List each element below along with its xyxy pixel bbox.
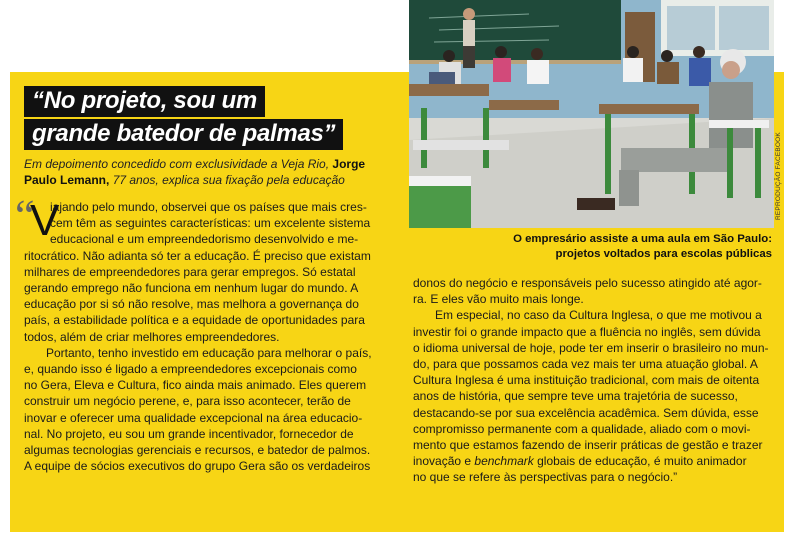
col2-line-9: destacando-se por sua excelência acadêmica. Sem dúvida, esse <box>413 405 759 420</box>
col2-line-12-text-b: globais de educação, é muito animador <box>533 454 747 469</box>
article-column-1 <box>24 196 404 474</box>
col1-line-12: no Gera, Eleva e Cultura, fico ainda mais animado. Eles querem <box>24 378 367 393</box>
col1-line-10: Portanto, tenho investido em educação para melhorar o país, <box>46 345 372 360</box>
col2-line-10: compromisso permanente com a qualidade, aliado com o movi- <box>413 421 751 436</box>
headline-line-1: “No projeto, sou um <box>24 86 265 117</box>
col1-line-16: algumas tecnologias gerenciais e recursos, e batedor de palmos. <box>24 443 371 458</box>
col2-line-12-text-a: inovação e <box>413 454 475 469</box>
col1-line-8: país, a estabilidade política e a equidade de oportunidades para <box>24 313 365 328</box>
col1-line-4: ritocrático. Não adianta só ter a educação. É preciso que existam <box>24 248 371 263</box>
photo-caption-line-2: projetos voltados para escolas públicas <box>555 248 772 260</box>
drop-cap: V <box>30 196 60 245</box>
standfirst-text-2: 77 anos, explica sua fixação pela educação <box>109 173 345 187</box>
col1-line-6: gerando emprego não funciona em nenhum lugar do mundo. A <box>24 281 359 296</box>
col2-line-13: no que se refere às perspectivas para o negócio.” <box>413 470 678 485</box>
classroom-illustration <box>409 0 774 228</box>
col2-line-1: donos do negócio e responsáveis pelo sucesso atingido até agor- <box>413 276 762 290</box>
headline-line-2: grande batedor de palmas” <box>24 119 343 150</box>
col1-line-17: A equipe de sócios executivos do grupo Gera são os verdadeiros <box>24 459 371 474</box>
open-quote-mark: “ <box>15 191 35 240</box>
col2-line-7: Cultura Inglesa é uma instituição tradicional, com mais de oitenta <box>413 373 760 388</box>
headline <box>24 86 343 150</box>
standfirst-text-1: Em depoimento concedido com exclusividade a Veja Rio, <box>24 157 333 171</box>
photo-credit <box>775 132 785 220</box>
col1-line-1: iajando pelo mundo, observei que os países que mais cres- <box>50 200 367 214</box>
col1-line-11: e, quando isso é ligado a empreendedores excepcionais como <box>24 362 357 377</box>
standfirst-name-2: Paulo Lemann, <box>24 173 110 187</box>
col1-line-2: cem têm as seguintes características: um excelente sistema <box>50 216 371 231</box>
standfirst-name-1: Jorge <box>332 157 366 171</box>
col2-line-3: Em especial, no caso da Cultura Inglesa, o que me motivou a <box>435 308 762 323</box>
col2-line-2: ra. E eles vão muito mais longe. <box>413 292 584 307</box>
col1-line-5: milhares de empreendedores para gerar empregos. Só estatal <box>24 264 356 279</box>
photo-caption-line-1: O empresário assiste a uma aula em São Paulo: <box>513 233 772 245</box>
photo-credit-text: REPRODUÇÃO FACEBOOK <box>775 132 782 220</box>
col1-line-14: inovar e oferecer uma qualidade excepcional na área educacio- <box>24 410 363 425</box>
col1-line-9: todos, além de criar melhores empreendedores. <box>24 329 280 344</box>
col2-line-6: do, para que possamos cada vez mais ter uma atuação global. A <box>413 357 758 372</box>
col1-line-15: nal. No projeto, eu sou um grande incentivador, fornecedor de <box>24 426 354 441</box>
col2-line-5: o idioma universal de hoje, pode ter em inserir o brasileiro no mun- <box>413 340 769 355</box>
standfirst <box>24 156 404 188</box>
photo-caption <box>420 232 772 262</box>
col2-line-12-italic: benchmark <box>474 454 534 469</box>
col1-line-7: educação por si só não resolve, mas melhora a governança do <box>24 297 359 312</box>
col2-line-8: anos de história, que sempre teve uma trajetória de sucesso, <box>413 389 738 404</box>
classroom-photo <box>409 0 774 228</box>
col2-line-4: investir foi o grande impacto que a fluência no inglês, sem dúvida <box>413 324 761 339</box>
article-column-2 <box>413 275 777 486</box>
col1-line-13: construir um negócio perene, e, para isso acontecer, terão de <box>24 394 351 409</box>
col2-line-11: mento que estamos fazendo de inserir práticas de gestão e trazer <box>413 438 763 453</box>
col1-line-3: educacional e um empreendedorismo desenvolvido e me- <box>50 232 359 247</box>
col2-line-12 <box>413 453 777 469</box>
